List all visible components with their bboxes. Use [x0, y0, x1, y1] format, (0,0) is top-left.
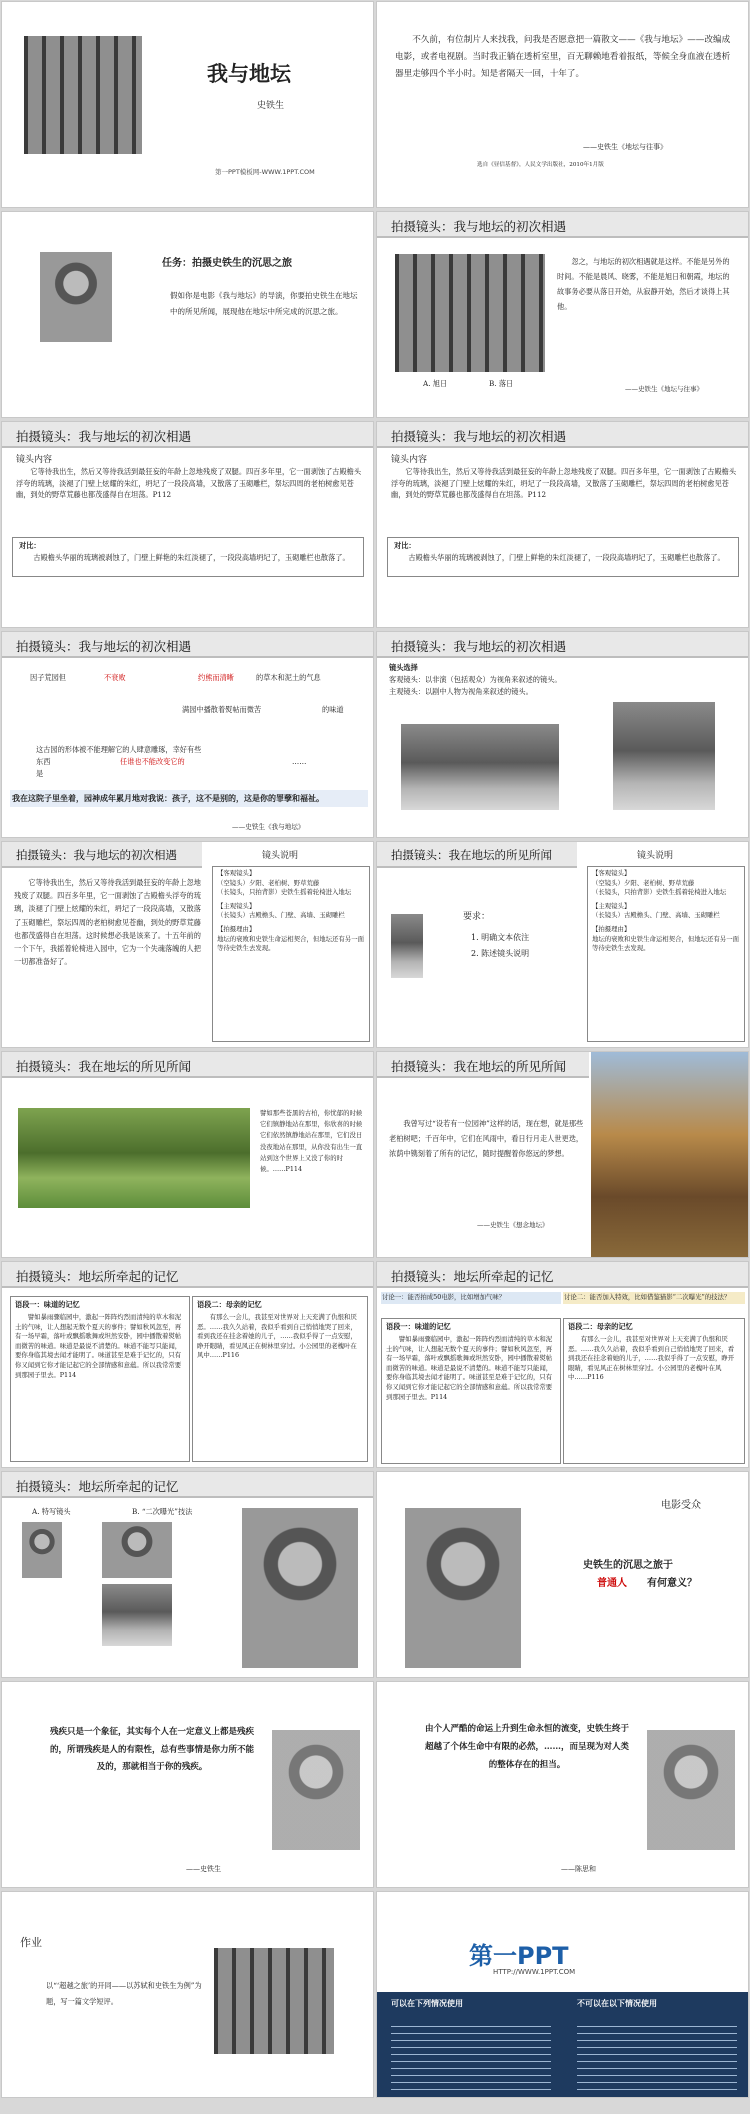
slide-14-discussion: 拍摄镜头：地坛所牵起的记忆 讨论一：能否拍成50电影，比如增加气味？ 讨论二：能否加入特效，比如借鉴猫影“二次曝光”的技法？ 语段一：味道的记忆 譬如暴雨骤临园中，激起一阵阵灼烈而清纯的草木和泥土的气味，让人想起无数个夏天的事件；譬如秋风忽至，再有一场早霜，落叶或飘摇歌舞或坦然安卧，园中播散着熨帖而微苦的味道。味道是最说不清楚的。味道不能写只能闻，要你身临其境去闻才能明了。味道甚至是难于记忆的，只有你又闻到它你才能记起它的全部情感和意蕴。所以我常常要到那园子里去。P114 语段二：母亲的记忆 有那么一会儿，我甚至对世界对上天充满了仇恨和厌恶。……我久久站着，我似乎看到自己悄悄地哭了回来，看到我还在挂念着她的儿子，……我似乎得了一点安慰，睁开眼睛，看见风正在树林里穿过。小公园里的老槐叶在风中……P116 [376, 1261, 749, 1468]
contrast-box: 对比： 古殿檐头华丽的琉璃被剥蚀了，门壁上鲜艳的朱红淡褪了，一段段高墙坍圮了，玉砌雕栏也散落了。 [12, 537, 364, 577]
wheelchair-photo [405, 1508, 521, 1668]
passage-two: 语段二：母亲的记忆 有那么一会儿，我甚至对世界对上天充满了仇恨和厌恶。……我久久站着，我似乎看到自己悄悄地哭了回来，看到我还在挂念着她的儿子，……我似乎得了一点安慰，睁开眼睛，看见风正在树林里穿过。小公园里的老槐叶在风中……P116 [563, 1318, 745, 1464]
double-exposure-photo [102, 1584, 172, 1646]
garden-god-text: 我曾写过“设若有一位园神”这样的话，现在想，就是那些老柏树吧；千百年中，它们在风雨中，看日行月走人世更迭，浓荫中镌刻着了所有的记忆，随时提醒着你悠远的梦想。 [389, 1119, 584, 1158]
slide-header: 拍摄镜头：地坛所牵起的记忆 [377, 1262, 748, 1288]
task-title: 任务：拍摄史铁生的沉思之旅 [162, 258, 292, 269]
slide-17-disability: 残疾只是一个象征，其实每个人在一定意义上都是残疾的，所谓残疾是人的有限性，总有些事情是你力所不能及的，那就相当于你的残疾。 ——史铁生 [1, 1681, 374, 1888]
slide-5-shot-content [1, 421, 374, 628]
slide-19-homework: 作业 以“‘超越之旅’的开同——以苏轼和史铁生为例”为题，写一篇文学短评。 [1, 1891, 374, 2098]
task-body: 假如你是电影《我与地坛》的导演，你要拍史铁生在地坛中的所见所闻，展现他在地坛中所完成的沉思之旅。 [170, 291, 358, 316]
slide-header: 拍摄镜头：我在地坛的所见所闻 [2, 1052, 373, 1078]
slide-2-quote [376, 1, 749, 208]
slide-16-audience: 电影受众 史铁生的沉思之旅于 普通人 有何意义？ [376, 1471, 749, 1678]
caption-b: B. 落日 [489, 379, 514, 388]
slide-header: 拍摄镜头：我在地坛的所见所闻 [377, 1052, 589, 1078]
subheading: 镜头内容 [391, 455, 428, 465]
wheelchair-sketch [272, 1730, 360, 1850]
slide-18-transcendence: 由个人严酷的命运上升到生命永恒的流变，史铁生终于超越了个体生命中有限的必然，……，而呈现为对人类的整体存在的担当。 ——陈思和 [376, 1681, 749, 1888]
slide-header: 拍摄镜头：我与地坛的初次相遇 [2, 842, 202, 868]
slide-10-requirements: 拍摄镜头：我在地坛的所见所闻 要求： 1. 明确文本依注 2. 陈述镜头说明 镜头说明 【客观镜头】 （空镜头）夕阳、老柏树、野草荒藤 （长镜头，只拍背影）史铁生摇着轮椅进入地坛 【主观镜头】 （长镜头）古殿檐头、门壁、高墙、玉砌雕栏 【拍摄理由】 地坛的衰败和史铁生命运相契合，但地坛还有另一面等待史铁生去发现。 [376, 841, 749, 1048]
transcendence-quote: 由个人严酷的命运上升到生命永恒的流变，史铁生终于超越了个体生命中有限的必然，……，而呈现为对人类的整体存在的担当。 [424, 1724, 629, 1770]
wheelchair-sketch [647, 1730, 735, 1850]
slide-8-shot-choice: 拍摄镜头：我与地坛的初次相遇 镜头选择 客观镜头：以非演（包括观众）为视角来叙述的镜头。 主观镜头：以剧中人物为视角来叙述的镜头。 [376, 631, 749, 838]
shot-notes-box: 【客观镜头】 （空镜头）夕阳、老柏树、野草荒藤 （长镜头，只拍背影）史铁生摇着轮椅进入地坛 【主观镜头】 （长镜头）古殿檐头、门壁、高墙、玉砌雕栏 【拍摄理由】 地坛的衰败和史铁生命运相契合，但地坛还有另一面等待史铁生去发现。 [587, 866, 745, 1042]
page-title: 我与地坛 [207, 61, 291, 86]
slide-header: 拍摄镜头：地坛所牵起的记忆 [2, 1472, 373, 1498]
slide-7-fill: 拍摄镜头：我与地坛的初次相遇 因子荒园但 不衰败 约熊而清晰 的草木和泥土的气息 满园中播散着熨帖而微苦 的味道 这古园的形体被不能理解它的人肆意雕琢，幸好有些东西 任谁也不能改变它的 是 …… 我在这院子里坐着，园神成年累月地对我说：孩子，这不是别的，这是你的罪孽和福祉。 ——史铁生《我与地坛》 [1, 631, 374, 838]
homework-text: 以“‘超越之旅’的开同——以苏轼和史铁生为例”为题，写一篇文学短评。 [46, 1981, 202, 2006]
portrait-photo [22, 1522, 62, 1578]
passage-two: 语段二：母亲的记忆 有那么一会儿，我甚至对世界对上天充满了仇恨和厌恶。……我久久站着，我似乎看到自己悄悄地哭了回来，看到我还在挂念着她的儿子，……我似乎得了一点安慰，睁开眼睛，看见风正在树林里穿过。小公园里的老槐叶在风中……P116 [192, 1296, 368, 1462]
ditan-trees-photo [24, 36, 142, 154]
slide-4-first-meet [376, 211, 749, 418]
shot-paragraph: 它等待我出生，然后又等待我活到最狂妄的年龄上忽地残废了双腿。四百多年里，它一面剥蚀了古殿檐头浮夸的琉璃，淡褪了门壁上炫耀的朱红，坍圮了一段段高墙，又散落了玉砌雕栏，祭坛四周的老柏树愈见苍幽，到处的野草荒藤也都茂盛得自在坦荡。这时候想必我是该来了。十五年前的一个下午，我摇着轮椅进入园中，它为一个失魂落魄的人把一切都准备好了。 [14, 878, 201, 967]
altar-photo [401, 724, 559, 810]
wheelchair-photo [242, 1508, 358, 1668]
quote-source: 选自《昼信基督》，人民文学出版社，2010年1月版 [477, 162, 604, 168]
cypress-text: 譬如那些苍黑的古柏，你忧郁的时候它们镇静地站在那里，你欣喜的时候它们依然镇静地站在那里，它们没日没夜地站在那里，从你没有出生一直站到这个世界上又没了你的时候。……P114 [260, 1109, 363, 1174]
first-meet-text: 忽之，与地坛的初次相遇就是这样。不能是另外的时间。不能是晨风、晓雾，不能是旭日和朝霞，地坛的故事务必要从落日开始，从寂静开始，然后才谈得上其他。 [557, 257, 730, 311]
subheading: 镜头内容 [16, 455, 53, 465]
slide-12-garden-god: 拍摄镜头：我在地坛的所见所闻 我曾写过“设若有一位园神”这样的话，现在想，就是那些老柏树吧；千百年中，它们在风雨中，看日行月走人世更迭，浓荫中镌刻着了所有的记忆，随时提醒着你悠远的梦想。 ——史铁生《想念地坛》 [376, 1051, 749, 1258]
shi-tiesheng-portrait [40, 252, 112, 342]
green-park-photo [18, 1108, 250, 1208]
ditan-trees-photo [214, 1948, 334, 2054]
footer: 第一PPT模板网-WWW.1PPT.COM [215, 168, 315, 176]
slide-11-cypress [1, 1051, 374, 1258]
caption-a: A. 旭日 [423, 379, 448, 388]
shot-paragraph: 它等待我出生，然后又等待我活到最狂妄的年龄上忽地残废了双腿。四百多年里，它一面剥蚀了古殿檐头浮夸的琉璃，淡褪了门壁上炫耀的朱红，坍圮了一段段高墙，又散落了玉砌雕栏，祭坛四周的老柏树愈见苍幽，到处的野草荒藤也都茂盛得自在坦荡。P112 [391, 467, 737, 500]
slide-header: 拍摄镜头：我与地坛的初次相遇 [2, 632, 373, 658]
slide-13-memory [1, 1261, 374, 1468]
slide-9-shot-notes: 拍摄镜头：我与地坛的初次相遇 它等待我出生，然后又等待我活到最狂妄的年龄上忽地残废了双腿。四百多年里，它一面剥蚀了古殿檐头浮夸的琉璃，淡褪了门壁上炫耀的朱红，坍圮了一段段高墙，又散落了玉砌雕栏，祭坛四周的老柏树愈见苍幽，到处的野草荒藤也都茂盛得自在坦荡。这时候想必我是该来了。十五年前的一个下午，我摇着轮椅进入园中，它为一个失魂落魄的人把一切都准备好了。 镜头说明 【客观镜头】 （空镜头）夕阳、老柏树、野草荒藤 （长镜头，只拍背影）史铁生摇着轮椅进入地坛 【主观镜头】 （长镜头）古殿檐头、门壁、高墙、玉砌雕栏 【拍摄理由】 地坛的衰败和史铁生命运相契合，但地坛还有另一面等待史铁生去发现。 [1, 841, 374, 1048]
brand-logo: 第一PPT [469, 1942, 569, 1970]
slide-header: 拍摄镜头：我与地坛的初次相遇 [377, 632, 748, 658]
painting-thumb [391, 914, 423, 978]
old-cypress-photo [591, 1052, 749, 1258]
slide-header: 拍摄镜头：我在地坛的所见所闻 [377, 842, 577, 868]
family-photo [102, 1522, 172, 1578]
slide-20-credits: 第一PPT HTTP://WWW.1PPT.COM 可以在下列情况使用 不可以在以下情况使用 [376, 1891, 749, 2098]
slide-3-task [1, 211, 374, 418]
slide-15-techniques: 拍摄镜头：地坛所牵起的记忆 A. 特写镜头 B. “二次曝光”技法 [1, 1471, 374, 1678]
credits-panel: 可以在下列情况使用 不可以在以下情况使用 [377, 1992, 749, 2098]
slide-header: 拍摄镜头：我与地坛的初次相遇 [2, 422, 373, 448]
passage-one: 语段一：味道的记忆 譬如暴雨骤临园中，激起一阵阵灼烈而清纯的草木和泥土的气味，让人想起无数个夏天的事件；譬如秋风忽至，再有一场早霜，落叶或飘摇歌舞或坦然安卧，园中播散着熨帖而微苦的味道。味道是最说不清楚的。味道不能写只能闻，要你身临其境去闻才能明了。味道甚至是难于记忆的，只有你又闻到它你才能记起它的全部情感和意蕴。所以我常常要到那园子里去。P114 [10, 1296, 190, 1462]
quote-signature: ——史铁生《地坛与往事》 [583, 143, 667, 151]
passage-one: 语段一：味道的记忆 譬如暴雨骤临园中，激起一阵阵灼烈而清纯的草木和泥土的气味，让人想起无数个夏天的事件；譬如秋风忽至，再有一场早霜，落叶或飘摇歌舞或坦然安卧，园中播散着熨帖而微苦的味道。味道是最说不清楚的。味道不能写只能闻，要你身临其境去闻才能明了。味道甚至是难于记忆的，只有你又闻到它你才能记起它的全部情感和意蕴。所以我常常要到那园子里去。P114 [381, 1318, 561, 1464]
author: 史铁生 [257, 101, 285, 111]
slide-1-title [1, 1, 374, 208]
slide-6-shot-content [376, 421, 749, 628]
ditan-photo [395, 254, 545, 372]
slide-header: 拍摄镜头：我与地坛的初次相遇 [377, 422, 748, 448]
contrast-box: 对比： 古殿檐头华丽的琉璃被剥蚀了，门壁上鲜艳的朱红淡褪了，一段段高墙坍圮了，玉砌雕栏也散落了。 [387, 537, 739, 577]
garden-god-quote: 我在这院子里坐着，园神成年累月地对我说：孩子，这不是别的，这是你的罪孽和福祉。 [10, 790, 368, 807]
slide-header: 拍摄镜头：地坛所牵起的记忆 [2, 1262, 373, 1288]
first-meet-signature: ——史铁生《地坛与往事》 [625, 385, 703, 393]
disability-quote: 残疾只是一个象征，其实每个人在一定意义上都是残疾的，所谓残疾是人的有限性，总有些事情是你力所不能及的，那就相当于你的残疾。 [49, 1727, 254, 1772]
gate-photo [613, 702, 715, 810]
shot-paragraph: 它等待我出生，然后又等待我活到最狂妄的年龄上忽地残废了双腿。四百多年里，它一面剥蚀了古殿檐头浮夸的琉璃，淡褪了门壁上炫耀的朱红，坍圮了一段段高墙，又散落了玉砌雕栏，祭坛四周的老柏树愈见苍幽，到处的野草荒藤也都茂盛得自在坦荡。P112 [16, 467, 362, 500]
slide-header: 拍摄镜头：我与地坛的初次相遇 [377, 212, 748, 238]
shot-notes-box: 【客观镜头】 （空镜头）夕阳、老柏树、野草荒藤 （长镜头，只拍背影）史铁生摇着轮椅进入地坛 【主观镜头】 （长镜头）古殿檐头、门壁、高墙、玉砌雕栏 【拍摄理由】 地坛的衰败和史铁生命运相契合，但地坛还有另一面等待史铁生去发现。 [212, 866, 370, 1042]
quote-text: 不久前，有位制片人来找我，问我是否愿意把一篇散文——《我与地坛》——改编成电影，或者电视剧。当时我正躺在透析室里，百无聊赖地看着报纸，等候全身血液在透析器里走够四个半小时。知是者隔天一回，十年了。 [395, 35, 731, 79]
